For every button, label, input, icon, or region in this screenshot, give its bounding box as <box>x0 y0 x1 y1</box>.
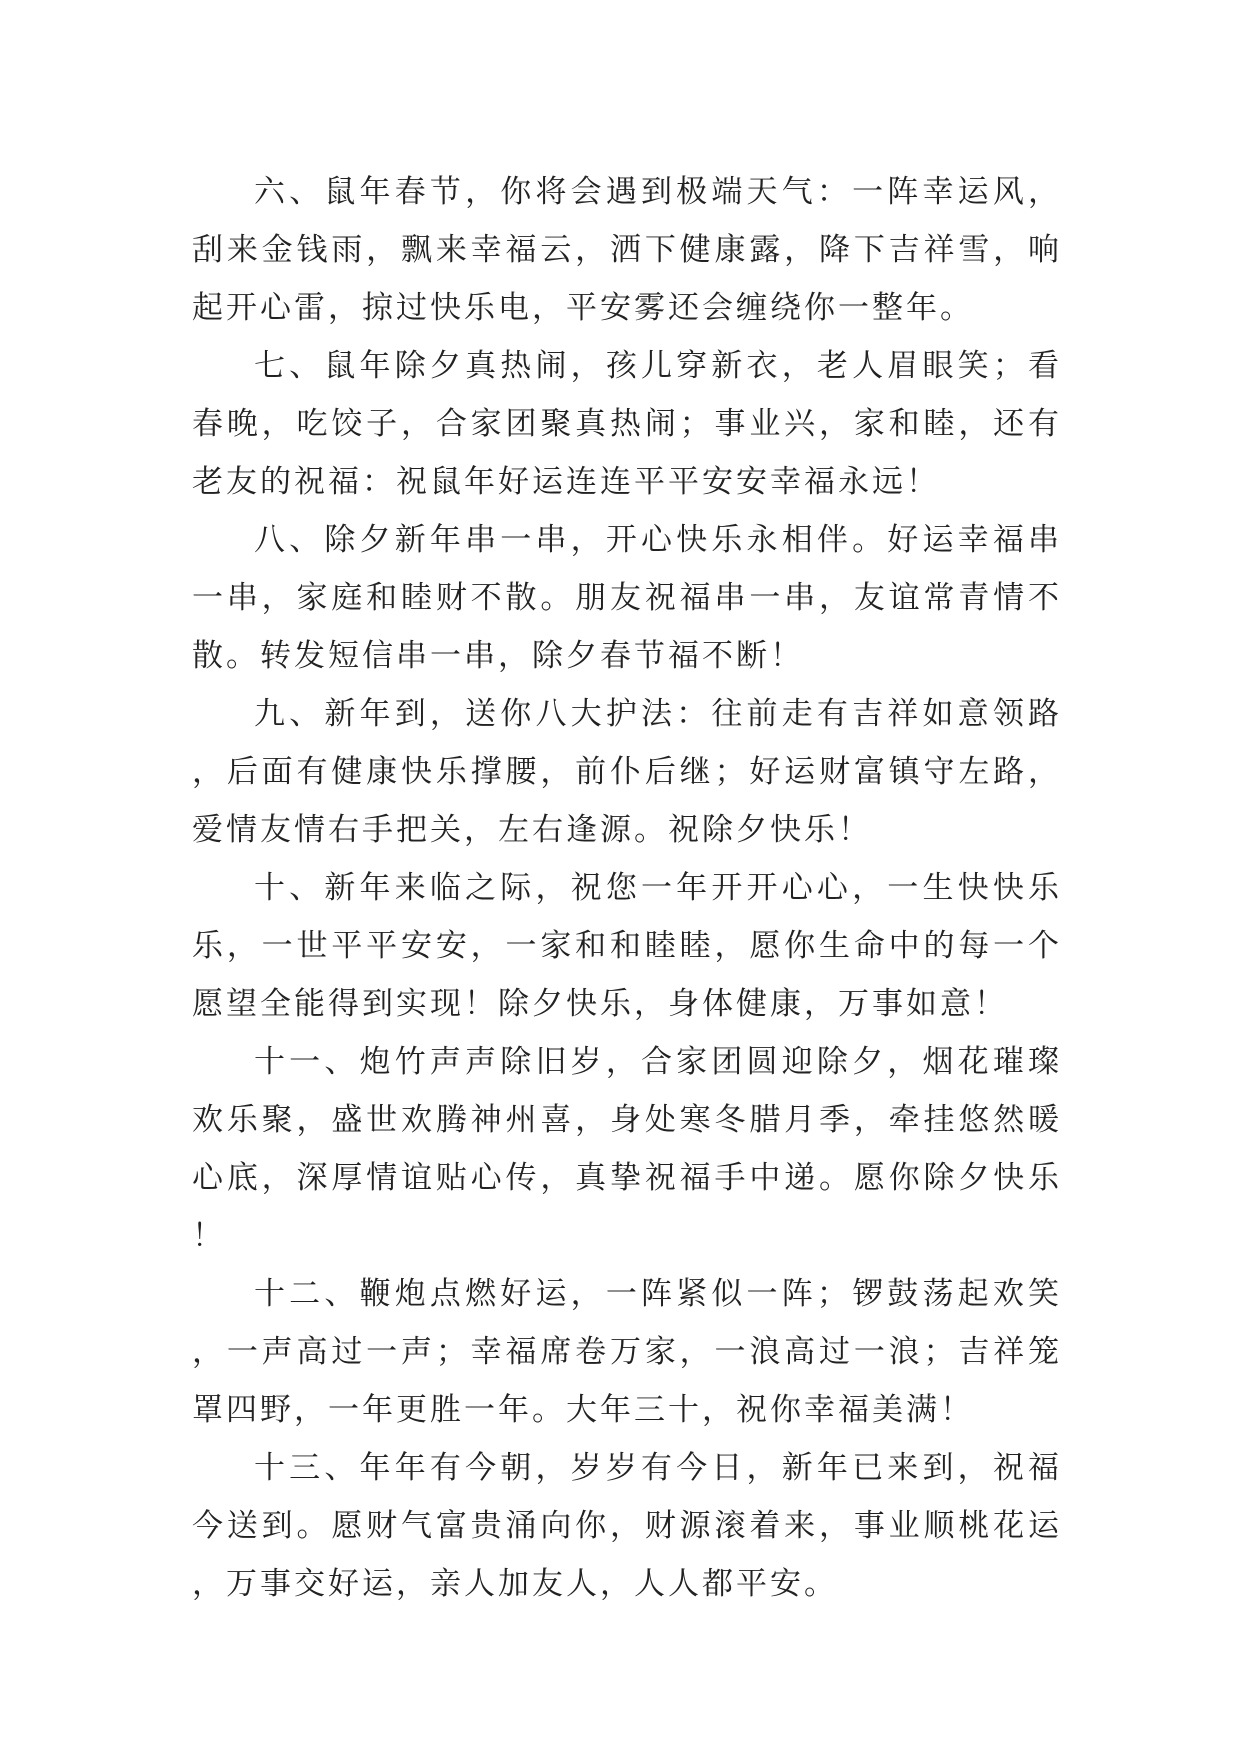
paragraph-9: 九、新年到，送你八大护法：往前走有吉祥如意领路，后面有健康快乐撑腰，前仆后继；好运财富镇守左路，爱情友情右手把关，左右逢源。祝除夕快乐！ <box>192 696 1062 848</box>
paragraph-7: 七、鼠年除夕真热闹，孩儿穿新衣，老人眉眼笑；看春晚，吃饺子，合家团聚真热闹；事业兴，家和睦，还有老友的祝福：祝鼠年好运连连平平安安幸福永远！ <box>192 348 1062 500</box>
document-body <box>192 163 1062 1613</box>
paragraph-10: 十、新年来临之际，祝您一年开开心心，一生快快乐乐，一世平平安安，一家和和睦睦，愿你生命中的每一个愿望全能得到实现！除夕快乐，身体健康，万事如意！ <box>192 870 1062 1022</box>
paragraph-6: 六、鼠年春节，你将会遇到极端天气：一阵幸运风，刮来金钱雨，飘来幸福云，洒下健康露，降下吉祥雪，响起开心雷，掠过快乐电，平安雾还会缠绕你一整年。 <box>192 174 1062 326</box>
paragraph-11: 十一、炮竹声声除旧岁，合家团圆迎除夕，烟花璀璨欢乐聚，盛世欢腾神州喜，身处寒冬腊月季，牵挂悠然暖心底，深厚情谊贴心传，真挚祝福手中递。愿你除夕快乐！ <box>192 1044 1062 1254</box>
paragraph-8: 八、除夕新年串一串，开心快乐永相伴。好运幸福串一串，家庭和睦财不散。朋友祝福串一串，友谊常青情不散。转发短信串一串，除夕春节福不断！ <box>192 522 1062 674</box>
paragraph-12: 十二、鞭炮点燃好运，一阵紧似一阵；锣鼓荡起欢笑，一声高过一声；幸福席卷万家，一浪高过一浪；吉祥笼罩四野，一年更胜一年。大年三十，祝你幸福美满！ <box>192 1276 1062 1428</box>
paragraph-13: 十三、年年有今朝，岁岁有今日，新年已来到，祝福今送到。愿财气富贵涌向你，财源滚着来，事业顺桃花运，万事交好运，亲人加友人，人人都平安。 <box>192 1450 1062 1602</box>
